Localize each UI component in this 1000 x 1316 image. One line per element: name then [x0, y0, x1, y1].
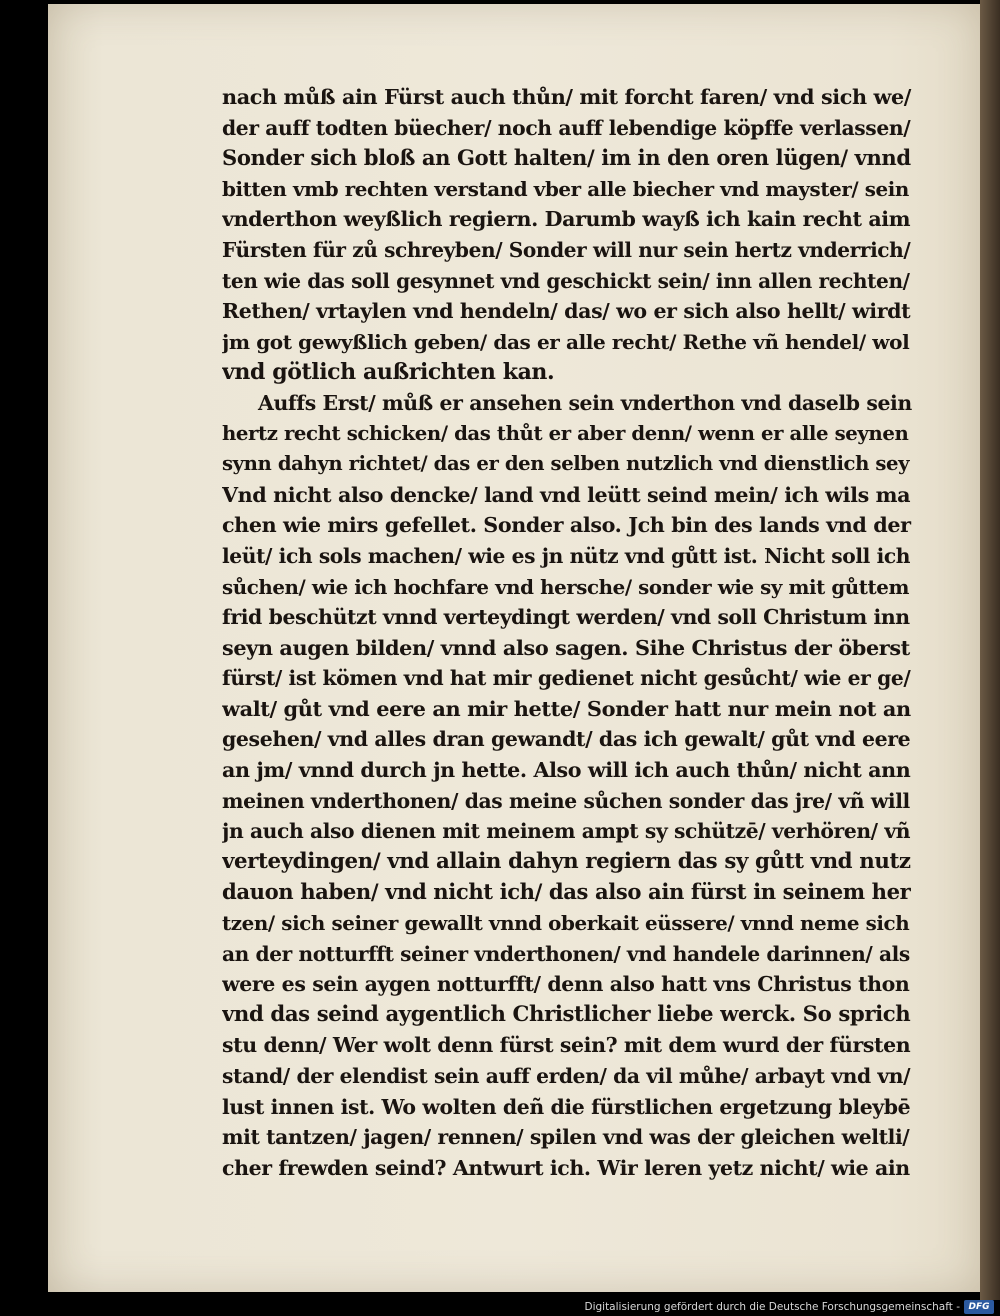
funding-credit: Digitalisierung gefördert durch die Deutsche Forschungsgemeinschaft -	[584, 1301, 960, 1313]
text-line: Auffs Erst/ můß er ansehen sein vnderthon vnd daselb sein	[258, 390, 912, 415]
dfg-logo: DFG	[964, 1300, 994, 1314]
text-line: vnd das seind aygentlich Christlicher liebe werck. So sprich	[222, 1001, 911, 1027]
text-line: jm got gewyßlich geben/ das er alle recht/ Rethe vñ hendel/ wol	[222, 329, 910, 354]
text-line: stand/ der elendist sein auff erden/ da vil můhe/ arbayt vnd vn/	[222, 1064, 911, 1088]
text-line: ten wie das soll gesynnet vnd geschickt sein/ inn allen rechten/	[222, 268, 910, 293]
text-line: lust innen ist. Wo wolten deñ die fürstlichen ergetzung bleybē	[222, 1094, 911, 1119]
text-line: Rethen/ vrtaylen vnd hendeln/ das/ wo er sich also hellt/ wirdt	[222, 299, 911, 324]
text-line: chen wie mirs gefellet. Sonder also. Jch bin des lands vnd der	[222, 513, 911, 538]
book-edge	[980, 0, 1000, 1316]
text-line: nach můß ain Fürst auch thůn/ mit forcht faren/ vnd sich we/	[222, 84, 911, 109]
text-line: mit tantzen/ jagen/ rennen/ spilen vnd was der gleichen weltli/	[222, 1125, 910, 1150]
text-line: hertz recht schicken/ das thůt er aber denn/ wenn er alle seynen	[222, 421, 909, 445]
text-line: Vnd nicht also dencke/ land vnd leütt seind mein/ ich wils ma	[222, 482, 911, 507]
text-line: der auff todten büecher/ noch auff lebendige köpffe verlassen/	[222, 115, 911, 140]
text-line: vnd götlich außrichten kan.	[222, 359, 555, 386]
text-line: tzen/ sich seiner gewallt vnnd oberkait eüssere/ vnnd neme sich	[222, 911, 910, 936]
text-line: bitten vmb rechten verstand vber alle biecher vnd mayster/ sein	[222, 176, 909, 201]
text-line: verteydingen/ vnd allain dahyn regiern das sy gůtt vnd nutz	[222, 848, 911, 874]
text-line: walt/ gůt vnd eere an mir hette/ Sonder hatt nur mein not an	[222, 695, 911, 721]
text-line: stu denn/ Wer wolt denn fürst sein? mit dem wurd der fürsten	[222, 1033, 911, 1058]
text-line: were es sein aygen notturfft/ denn also hatt vns Christus thon	[222, 972, 910, 997]
text-line: an jm/ vnnd durch jn hette. Also will ich auch thůn/ nicht ann	[222, 758, 911, 783]
text-line: gesehen/ vnd alles dran gewandt/ das ich gewalt/ gůt vnd eere	[222, 727, 911, 752]
text-line: seyn augen bilden/ vnnd also sagen. Sihe Christus der öberst	[222, 634, 910, 660]
text-line: cher frewden seind? Antwurt ich. Wir leren yetz nicht/ wie ain	[222, 1155, 910, 1180]
text-line: sůchen/ wie ich hochfare vnd hersche/ sonder wie sy mit gůttem	[222, 574, 909, 599]
text-line: an der notturfft seiner vnderthonen/ vnd handele darinnen/ als	[222, 941, 910, 966]
text-line: vnderthon weyßlich regiern. Darumb wayß ich kain recht aim	[222, 207, 911, 232]
text-line: leüt/ ich sols machen/ wie es jn nütz vnd gůtt ist. Nicht soll ich	[222, 543, 911, 568]
text-line: frid beschützt vnnd verteydingt werden/ vnd soll Christum inn	[222, 605, 910, 630]
text-line: Sonder sich bloß an Gott halten/ im in den oren lügen/ vnnd	[222, 145, 911, 171]
text-line: dauon haben/ vnd nicht ich/ das also ain fürst in seinem her	[222, 879, 911, 905]
text-line: synn dahyn richtet/ das er den selben nutzlich vnd dienstlich sey	[222, 452, 910, 476]
text-line: fürst/ ist kömen vnd hat mir gedienet nicht gesůcht/ wie er ge/	[222, 666, 911, 691]
body-text	[222, 82, 912, 1183]
text-line: Fürsten für zů schreyben/ Sonder will nur sein hertz vnderrich/	[222, 237, 911, 262]
text-line: jn auch also dienen mit meinem ampt sy schützē/ verhören/ vñ	[222, 819, 911, 844]
text-line: meinen vnderthonen/ das meine sůchen sonder das jre/ vñ will	[222, 788, 910, 813]
